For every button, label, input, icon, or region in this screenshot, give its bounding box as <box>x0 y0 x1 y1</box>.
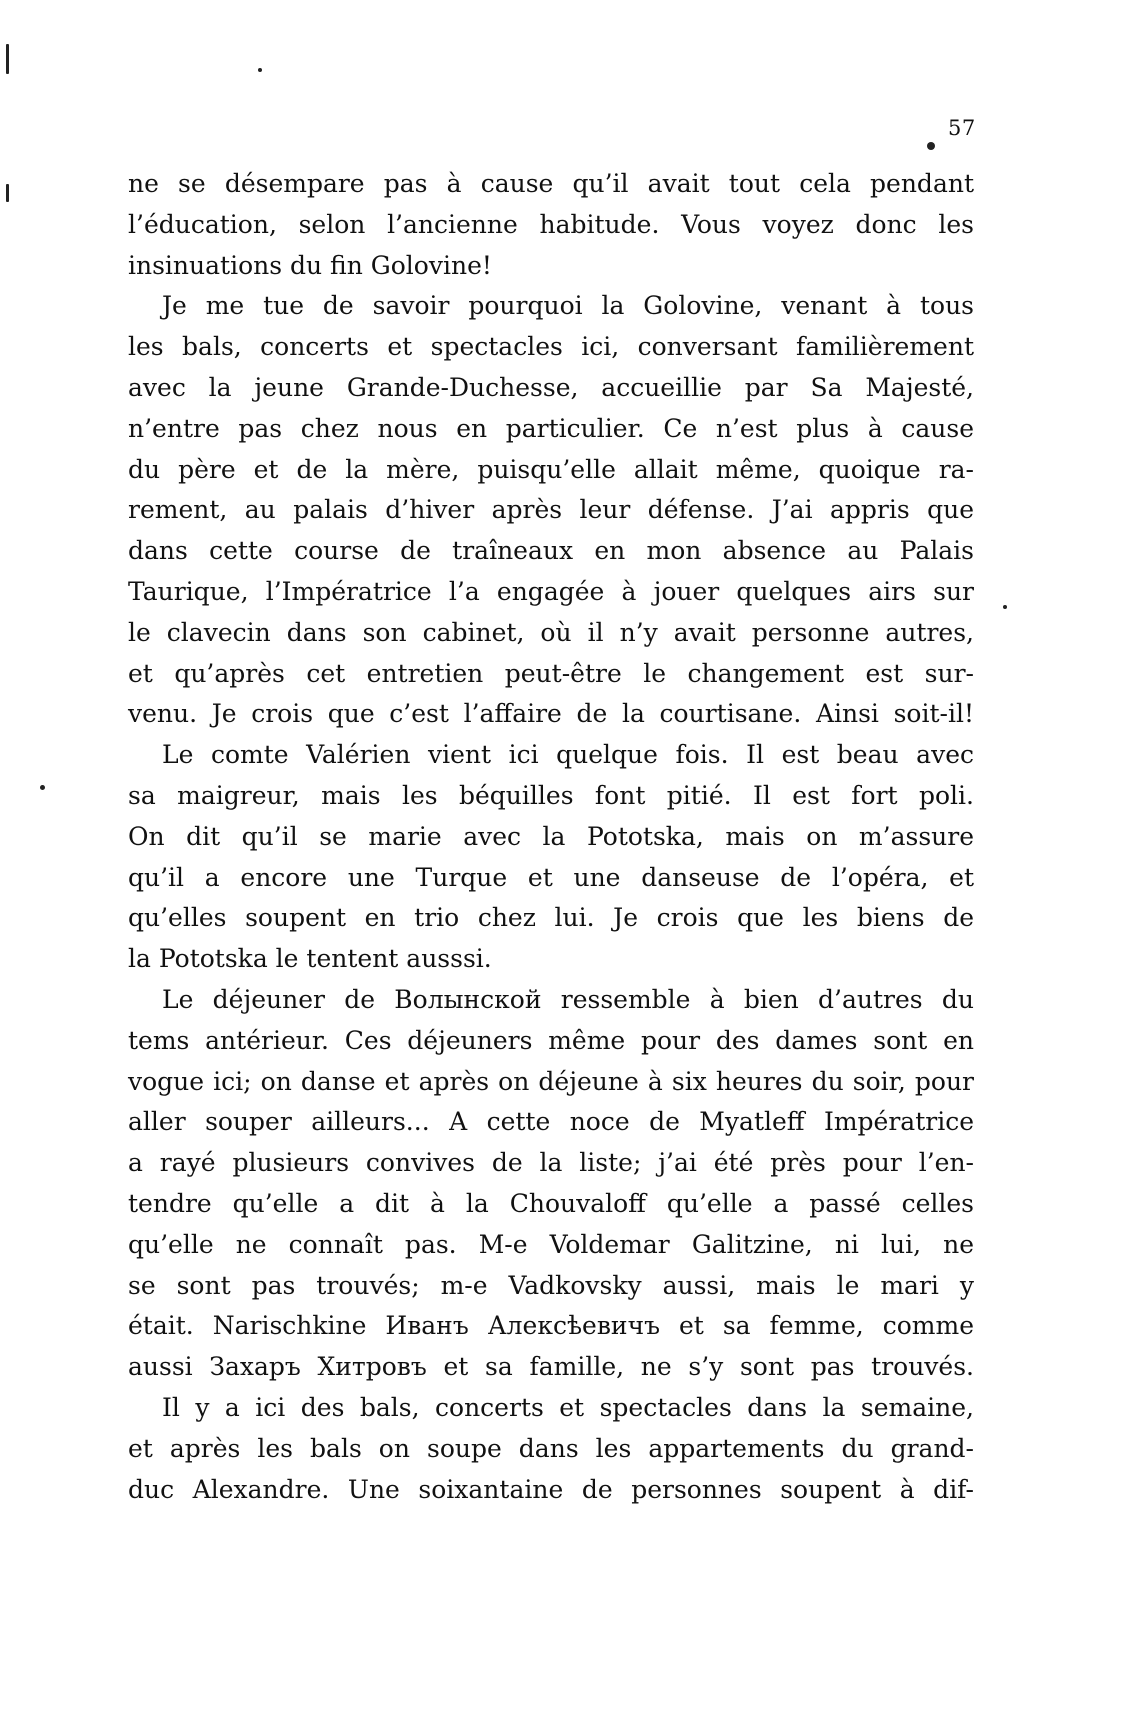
text-line: tems antérieur. Ces déjeuners même pour des dames sont en <box>128 1025 974 1055</box>
text-line: du père et de la mère, puisqu’elle allait même, quoique ra- <box>128 454 974 484</box>
text-line: Taurique, l’Impératrice l’a engagée à jouer quelques airs sur <box>128 576 974 606</box>
text-line: On dit qu’il se marie avec la Pototska, mais on m’assure <box>128 821 974 851</box>
text-line: se sont pas trouvés; m-e Vadkovsky aussi, mais le mari y <box>128 1270 974 1300</box>
text-line: tendre qu’elle a dit à la Chouvaloff qu’elle a passé celles <box>128 1188 974 1218</box>
text-line: aussi Захаръ Хитровъ et sa famille, ne s’y sont pas trouvés. <box>128 1352 974 1382</box>
text-line: les bals, concerts et spectacles ici, conversant familièrement <box>128 332 974 362</box>
text-line: ne se désempare pas à cause qu’il avait tout cela pendant <box>128 169 974 198</box>
scan-speck <box>927 142 935 150</box>
text-line: aller souper ailleurs... A cette noce de Myatleff Impératrice <box>128 1107 974 1137</box>
text-line: Le comte Valérien vient ici quelque fois. Il est beau avec <box>162 740 974 770</box>
text-line: rement, au palais d’hiver après leur défense. J’ai appris que <box>128 495 974 525</box>
text-line: qu’il a encore une Turque et une danseuse de l’opéra, et <box>128 862 974 892</box>
scan-speck <box>6 184 9 202</box>
text-line: l’éducation, selon l’ancienne habitude. Vous voyez donc les <box>128 209 974 239</box>
text-line: avec la jeune Grande-Duchesse, accueillie par Sa Majesté, <box>128 372 974 402</box>
text-line: a rayé plusieurs convives de la liste; j’ai été près pour l’en- <box>128 1148 974 1178</box>
scan-speck <box>6 44 9 74</box>
text-body <box>128 164 974 1510</box>
scan-speck <box>1003 605 1007 609</box>
text-line: n’entre pas chez nous en particulier. Ce n’est plus à cause <box>128 413 974 443</box>
scan-speck <box>258 68 262 72</box>
scan-speck <box>40 785 45 790</box>
text-line: sa maigreur, mais les béquilles font pitié. Il est fort poli. <box>128 780 974 810</box>
text-line: venu. Je crois que c’est l’affaire de la courtisane. Ainsi soit-il! <box>128 699 974 729</box>
text-line: et après les bals on soupe dans les appartements du grand- <box>128 1433 974 1463</box>
text-line: le clavecin dans son cabinet, où il n’y avait personne autres, <box>128 617 974 647</box>
text-line: Je me tue de savoir pourquoi la Golovine, venant à tous <box>162 291 974 321</box>
text-line: la Pototska le tentent ausssi. <box>128 944 492 974</box>
page-number: 57 <box>948 116 976 140</box>
text-line: insinuations du fin Golovine! <box>128 250 492 280</box>
text-line: Le déjeuner de Волынской ressemble à bien d’autres du <box>162 984 974 1014</box>
text-line: Il y a ici des bals, concerts et spectacles dans la semaine, <box>162 1392 974 1422</box>
text-line: était. Narischkine Иванъ Алексѣевичъ et sa femme, comme <box>128 1311 974 1341</box>
text-line: et qu’après cet entretien peut-être le changement est sur- <box>128 658 974 688</box>
text-line: duc Alexandre. Une soixantaine de personnes soupent à dif- <box>128 1474 974 1504</box>
text-line: qu’elles soupent en trio chez lui. Je crois que les biens de <box>128 903 974 933</box>
text-line: qu’elle ne connaît pas. M-e Voldemar Galitzine, ni lui, ne <box>128 1229 974 1259</box>
text-line: dans cette course de traîneaux en mon absence au Palais <box>128 536 974 566</box>
text-line: vogue ici; on danse et après on déjeune à six heures du soir, pour <box>128 1066 974 1096</box>
